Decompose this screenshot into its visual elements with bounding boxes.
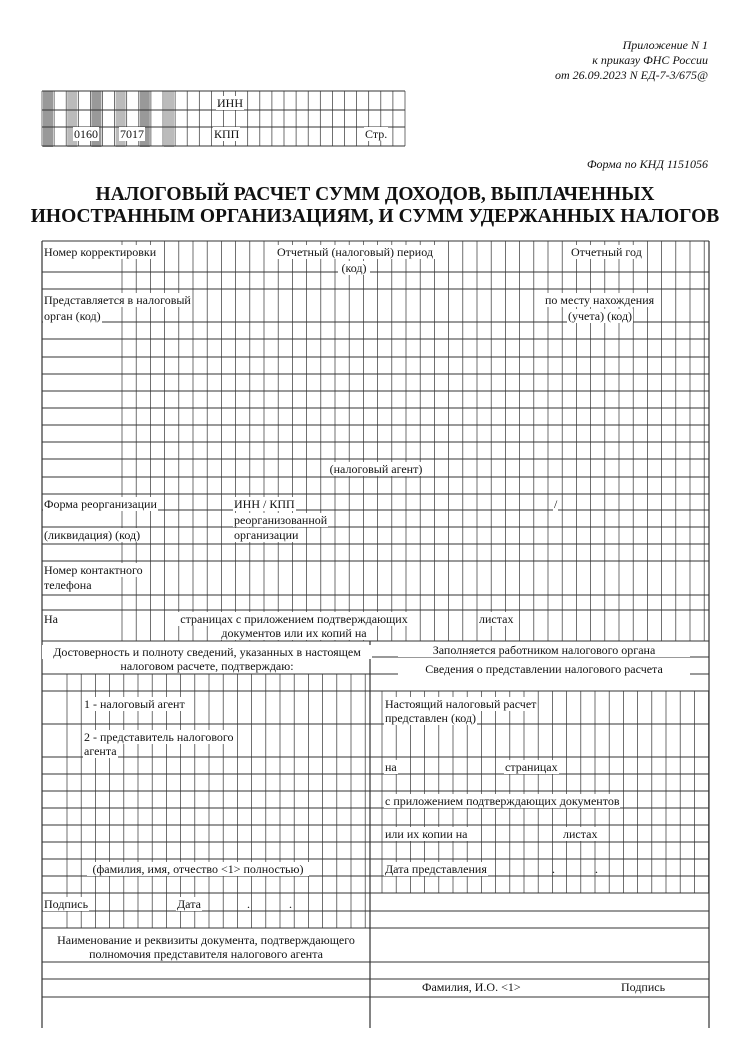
phone-label-1: Номер контактного [44,563,143,577]
form-title-line-2: ИНОСТРАННЫМ ОРГАНИЗАЦИЯМ, И СУММ УДЕРЖАННЫХ НАЛОГОВ [30,206,720,227]
appendix-line-3: от 26.09.2023 N ЕД-7-3/675@ [555,68,708,82]
submission-date-dot-1: . [552,862,555,876]
right-pages-label: страницах [505,760,558,774]
date-label: Дата [177,897,201,911]
submission-date-dot-2: . [595,862,598,876]
submitted-label-1: Настоящий налоговый расчет [385,697,537,711]
reorg-inn-label-2: реорганизованной [234,513,328,527]
reorg-inn-label-3: организации [234,528,299,542]
reporting-year-label: Отчетный год [571,245,642,259]
date-dot-2: . [289,897,292,911]
date-dot-1: . [247,897,250,911]
reorg-form-label-1: Форма реорганизации [44,497,157,511]
tax-authority-label-2: орган (код) [44,309,101,323]
pages-with-label-1: страницах с приложением подтверждающих [176,612,412,626]
reporting-period-label-2: (код) [338,261,370,275]
kpp-label: КПП [214,127,240,141]
reporting-period-label-1: Отчетный (налоговый) период [270,245,440,259]
submission-info-label: Сведения о представлении налогового расчета [398,662,690,676]
document-label-2: полномочия представителя налогового агента [70,947,342,961]
location-label-2: (учета) (код) [568,309,633,323]
right-on-label: на [385,760,397,774]
signature-label: Подпись [44,897,89,911]
barcode-cell [43,91,53,147]
fio-label: (фамилия, имя, отчество <1> полностью) [87,862,309,876]
submission-date-label: Дата представления [385,862,487,876]
reorg-form-label-2: (ликвидация) (код) [44,528,141,542]
barcode-cell [164,91,174,147]
code-a: 0160 [74,127,98,141]
correction-number-label: Номер корректировки [44,245,157,259]
location-label-1: по месту нахождения [545,293,655,307]
or-copies-label: или их копии на [385,827,468,841]
inn-label: ИНН [217,96,243,110]
submitted-label-2: представлен (код) [385,711,476,725]
form-code: Форма по КНД 1151056 [586,157,708,171]
page-label: Стр. [365,127,388,141]
pages-with-label-2: документов или их копий на [218,626,370,640]
appendix-line-2: к приказу ФНС России [592,53,708,67]
officer-signature-label: Подпись [621,980,666,994]
officer-fio-label: Фамилия, И.О. <1> [422,980,521,994]
filled-by-label: Заполняется работником налогового органа [398,643,690,657]
tax-authority-label-1: Представляется в налоговый [44,293,191,307]
with-documents-label: с приложением подтверждающих документов [385,794,620,808]
phone-label-2: телефона [44,578,92,592]
reorg-inn-label-1: ИНН / КПП [234,497,295,511]
appendix-line-1: Приложение N 1 [622,38,708,52]
code-b: 7017 [120,127,144,141]
option-representative-1: 2 - представитель налогового [84,730,234,744]
sheets-label: листах [479,612,514,626]
on-label: На [44,612,58,626]
tax-agent-label: (налоговый агент) [322,462,430,476]
document-label-1: Наименование и реквизиты документа, подтверждающего [48,933,364,947]
form-title-line-1: НАЛОГОВЫЙ РАСЧЕТ СУММ ДОХОДОВ, ВЫПЛАЧЕННЫХ [95,184,655,205]
confirm-label-2: налоговом расчете, подтверждаю: [100,659,314,673]
option-tax-agent: 1 - налоговый агент [84,697,185,711]
slash-separator: / [554,497,558,511]
option-representative-2: агента [84,744,117,758]
right-sheets-label: листах [563,827,598,841]
confirm-label-1: Достоверность и полноту сведений, указанных в настоящем [42,645,372,659]
